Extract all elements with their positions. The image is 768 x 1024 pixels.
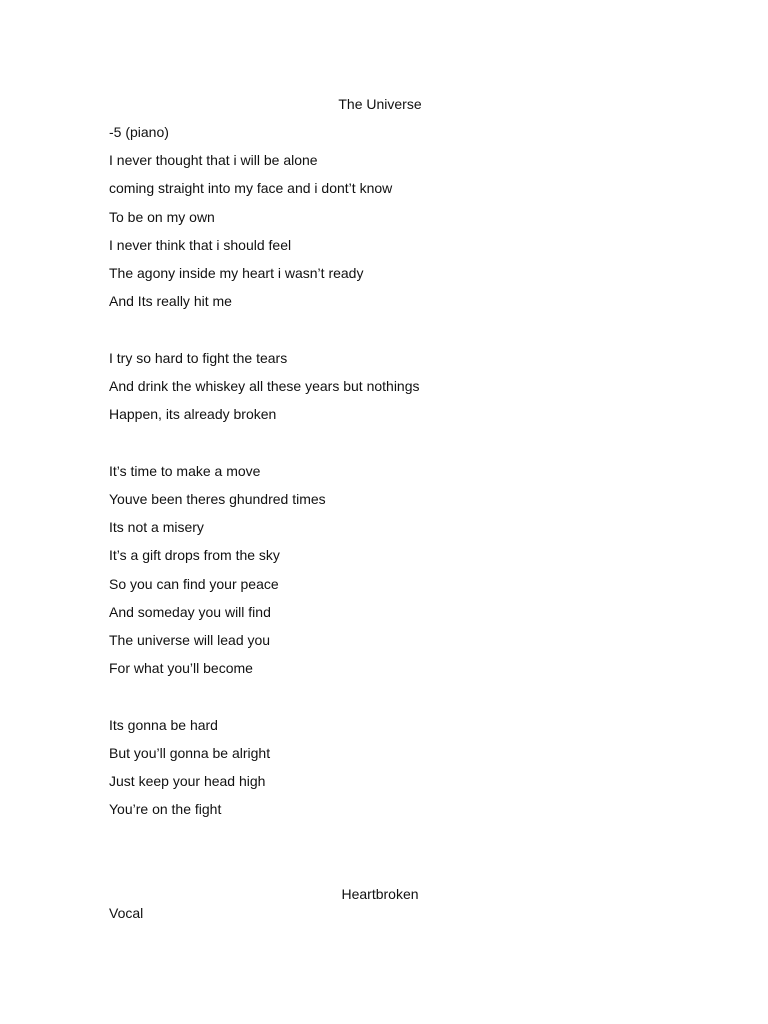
- lyric-line: So you can find your peace: [109, 576, 279, 592]
- lyric-line: I never thought that i will be alone: [109, 152, 318, 168]
- lyric-line: Its not a misery: [109, 519, 204, 535]
- lyric-line: And drink the whiskey all these years but nothings: [109, 378, 420, 394]
- lyric-line: To be on my own: [109, 209, 215, 225]
- lyric-line: For what you’ll become: [109, 660, 253, 676]
- song-title-the-universe: The Universe: [338, 96, 422, 112]
- lyric-line: coming straight into my face and i dont’t know: [109, 180, 393, 196]
- lyric-line: -5 (piano): [109, 124, 169, 140]
- lyric-line: The agony inside my heart i wasn’t ready: [109, 265, 364, 281]
- lyric-line: And Its really hit me: [109, 293, 232, 309]
- lyric-line: You’re on the fight: [109, 801, 222, 817]
- lyric-line: Its gonna be hard: [109, 717, 218, 733]
- lyric-line: It’s a gift drops from the sky: [109, 547, 280, 563]
- song-title-heartbroken: Heartbroken: [341, 886, 419, 902]
- lyric-line: But you’ll gonna be alright: [109, 745, 271, 761]
- lyric-line: Happen, its already broken: [109, 406, 277, 422]
- lyric-line: Just keep your head high: [109, 773, 266, 789]
- lyric-line: I try so hard to fight the tears: [109, 350, 288, 366]
- lyric-line: Youve been theres ghundred times: [109, 491, 326, 507]
- lyric-line: It’s time to make a move: [109, 463, 261, 479]
- lyric-line: And someday you will find: [109, 604, 271, 620]
- vocal-label: Vocal: [109, 905, 144, 921]
- lyric-line: The universe will lead you: [109, 632, 271, 648]
- lyric-line: I never think that i should feel: [109, 237, 292, 253]
